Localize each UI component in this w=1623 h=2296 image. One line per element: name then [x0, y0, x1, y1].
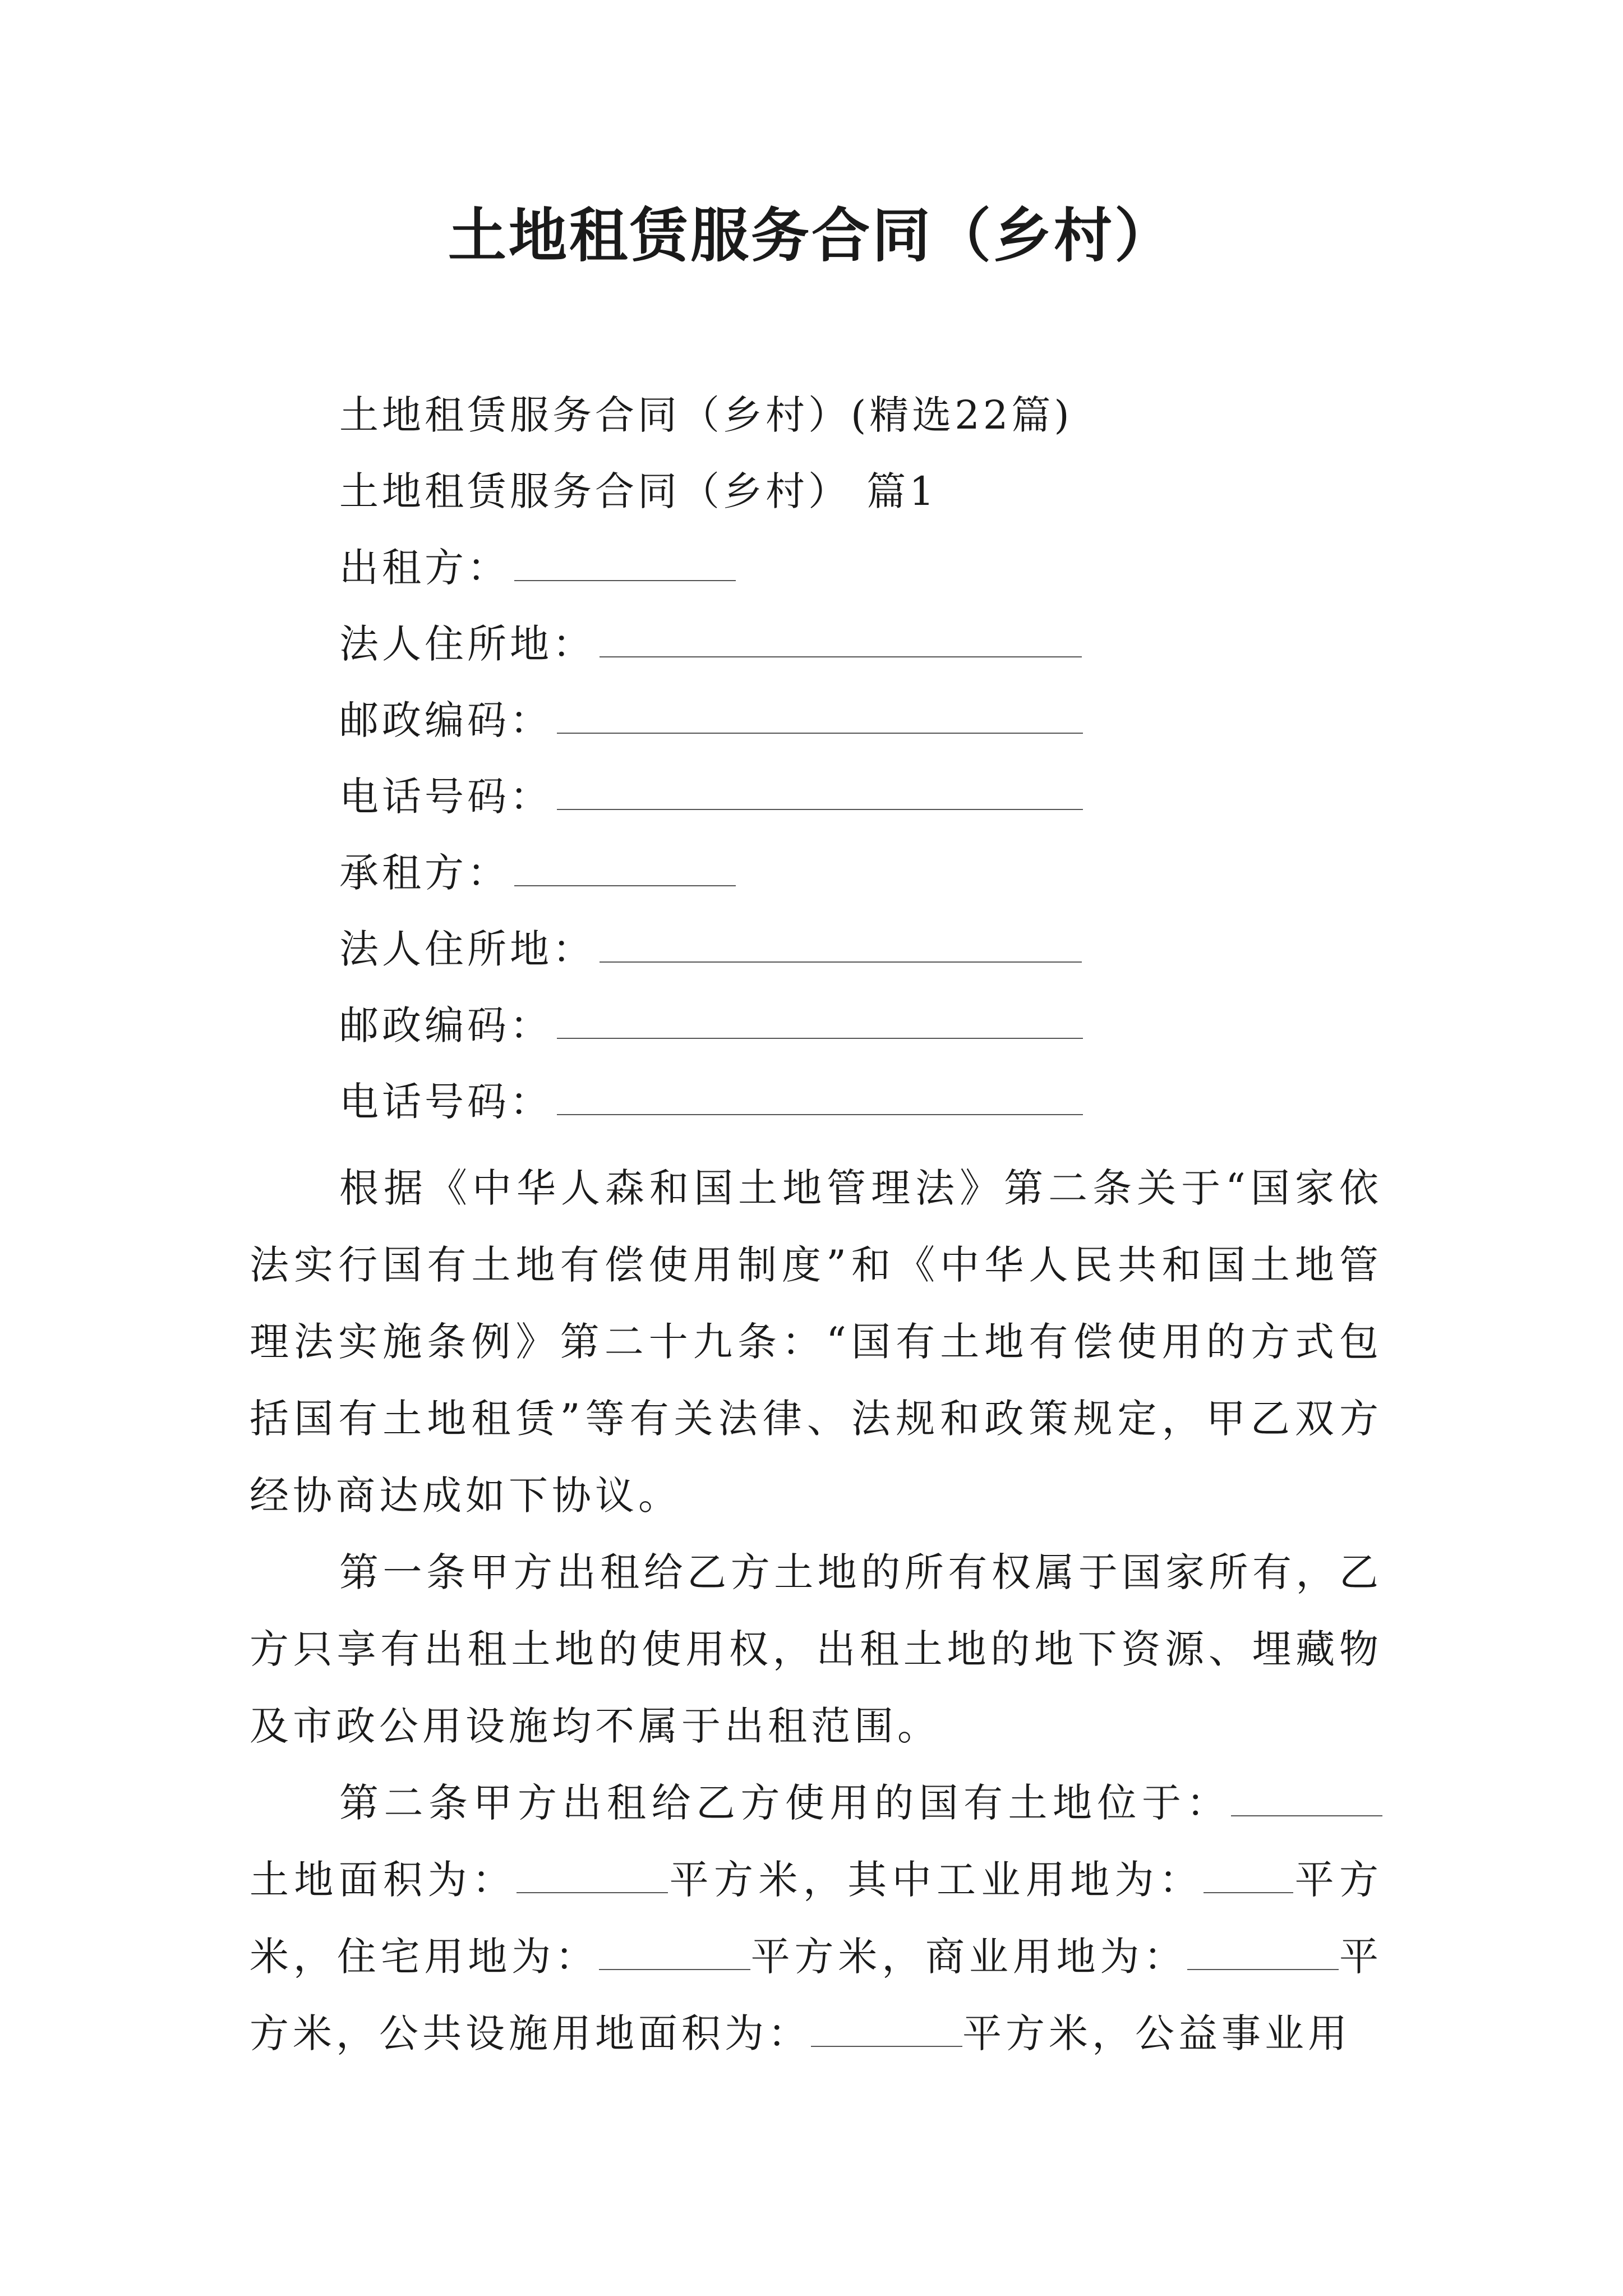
- lessor-address-blank: [600, 617, 1082, 657]
- commercial-area-blank: [1187, 1934, 1339, 1970]
- lessor-postcode-field: [339, 692, 1083, 748]
- article-2-part3: 平方米，其中工业用地为：: [668, 1857, 1204, 1903]
- lessee-label: 承租方：: [339, 850, 510, 896]
- lessor-postcode-label: 邮政编码：: [339, 697, 552, 743]
- section-heading: 土地租赁服务合同（乡村） 篇1: [339, 468, 938, 514]
- lessee-postcode-blank: [557, 999, 1083, 1039]
- article-2-part2: 土地面积为：: [250, 1857, 517, 1903]
- article-2-part7: 平方米，公益事业用: [962, 2010, 1351, 2056]
- lessor-phone-field: [339, 769, 1083, 825]
- lessor-field: [339, 540, 736, 596]
- preamble-paragraph: 根据《中华人森和国土地管理法》第二条关于“国家依法实行国有土地有偿使用制度”和《中华人民共和国土地管理法实施条例》第二十九条：“国有土地有偿使用的方式包括国有土地租赁”等有关法律、法规和政策规定，甲乙双方经协商达成如下协议。: [250, 1165, 1382, 1519]
- lessee-postcode-field: [339, 997, 1083, 1053]
- lessor-postcode-blank: [557, 693, 1083, 734]
- industrial-area-blank: [1204, 1857, 1293, 1893]
- lessor-address-label: 法人住所地：: [339, 621, 595, 667]
- article-2-part4: 平方米，住宅用地为：: [250, 1857, 1383, 1980]
- article-2-paragraph: [250, 1765, 1382, 2072]
- lessee-postcode-label: 邮政编码：: [339, 1002, 552, 1048]
- lessee-address-label: 法人住所地：: [339, 926, 595, 972]
- lessor-phone-blank: [557, 770, 1083, 810]
- document-subtitle: 土地租赁服务合同（乡村）(精选22篇): [339, 392, 1073, 438]
- location-blank: [1231, 1780, 1382, 1816]
- lessee-phone-blank: [557, 1075, 1083, 1115]
- lessor-blank: [514, 541, 736, 581]
- lessee-address-field: [339, 921, 1082, 977]
- lessor-address-field: [339, 616, 1082, 672]
- land-area-blank: [517, 1857, 668, 1893]
- lessee-phone-field: [339, 1074, 1083, 1130]
- lessee-blank: [514, 846, 736, 886]
- lessee-phone-label: 电话号码：: [339, 1079, 552, 1125]
- article-2-part1: 第二条甲方出租给乙方使用的国有土地位于：: [339, 1780, 1231, 1826]
- residential-area-blank: [599, 1934, 750, 1970]
- article-1-paragraph: 第一条甲方出租给乙方土地的所有权属于国家所有，乙方只享有出租土地的使用权，出租土地的地下资源、埋藏物及市政公用设施均不属于出租范围。: [250, 1549, 1382, 1749]
- document-title: 土地租赁服务合同（乡村）: [448, 201, 1175, 270]
- article-2-part5: 平方米，商业用地为：: [750, 1934, 1188, 1980]
- article-2-part6: 平方米，公共设施用地面积为：: [250, 1934, 1383, 2056]
- public-facility-area-blank: [811, 2011, 962, 2047]
- lessor-phone-label: 电话号码：: [339, 774, 552, 820]
- lessor-label: 出租方：: [339, 545, 510, 591]
- lessee-field: [339, 845, 736, 901]
- lessee-address-blank: [600, 922, 1082, 963]
